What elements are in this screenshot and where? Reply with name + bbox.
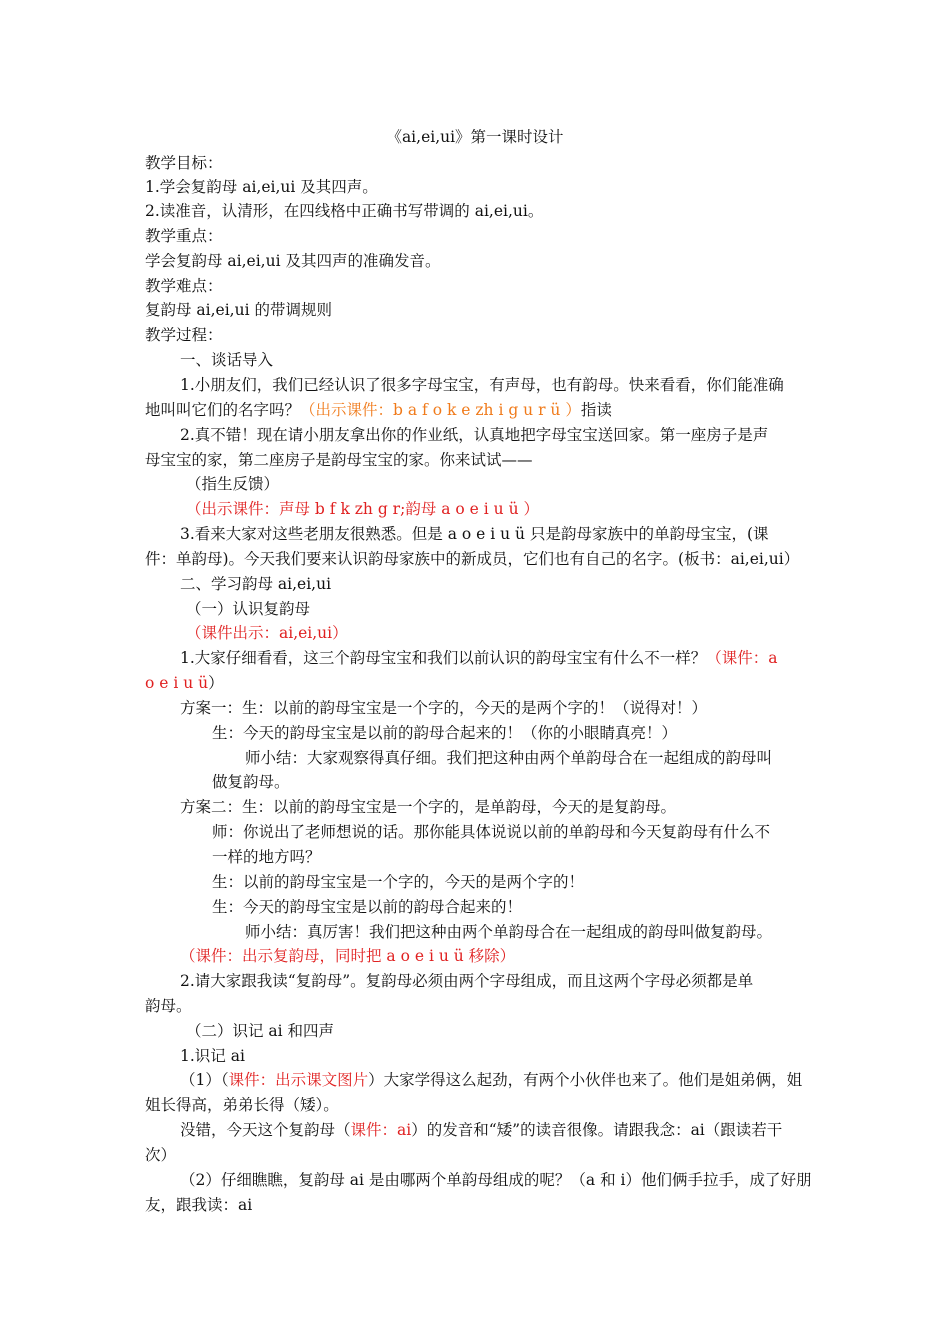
paragraph-line — [180, 648, 778, 668]
dialogue-line: 一样的地方吗？ — [212, 848, 321, 866]
paragraph-line — [180, 1070, 802, 1090]
courseware-note: 课件：出示课文图片 — [228, 1071, 369, 1089]
paragraph-line: 1.识记 ai — [180, 1047, 245, 1065]
dialogue-line: 方案一：生：以前的韵母宝宝是一个字的，今天的是两个字的！（说得对！） — [180, 699, 708, 717]
courseware-note: （课件：a — [706, 649, 778, 667]
paragraph-line: 1.小朋友们，我们已经认识了很多字母宝宝，有声母，也有韵母。快来看看，你们能准确 — [180, 376, 784, 394]
difficulty-text: 复韵母 ai,ei,ui 的带调规则 — [145, 301, 332, 319]
paragraph-line: 姐长得高，弟弟长得（矮）。 — [145, 1096, 339, 1114]
paragraph-line: 韵母。 — [145, 997, 192, 1015]
section-heading-goals: 教学目标： — [145, 154, 223, 172]
courseware-note: o e i u ü — [145, 674, 209, 692]
dialogue-line: 生：今天的韵母宝宝是以前的韵母合起来的！ — [212, 898, 523, 916]
paragraph-line — [145, 400, 612, 420]
part-two-heading: 二、学习韵母 ai,ei,ui — [180, 575, 332, 593]
courseware-note: （课件出示：ai,ei,ui） — [186, 624, 348, 642]
paragraph-line: 母宝宝的家，第二座房子是韵母宝宝的家。你来试试—— — [145, 451, 533, 469]
subsection-heading: （二）识记 ai 和四声 — [186, 1022, 335, 1040]
goal-item-1: 1.学会复韵母 ai,ei,ui 及其四声。 — [145, 178, 378, 196]
dialogue-line: 师：你说出了老师想说的话。那你能具体说说以前的单韵母和今天复韵母有什么不 — [212, 823, 771, 841]
section-heading-process: 教学过程： — [145, 326, 223, 344]
paragraph-text: ）大家学得这么起劲，有两个小伙伴也来了。他们是姐弟俩，姐 — [368, 1071, 803, 1089]
paragraph-text: ） — [208, 674, 224, 692]
paragraph-line: 友，跟我读：ai — [145, 1196, 253, 1214]
paragraph-text: 指读 — [580, 401, 612, 419]
goal-item-2: 2.读准音，认清形，在四线格中正确书写带调的 ai,ei,ui。 — [145, 202, 544, 220]
paragraph-line: 3.看来大家对这些老朋友很熟悉。但是 a o e i u ü 只是韵母家族中的单韵母宝宝，(课 — [180, 525, 769, 543]
paragraph-line: 2.请大家跟我读“复韵母”。复韵母必须由两个字母组成，而且这两个字母必须都是单 — [180, 972, 754, 990]
paragraph-text: 没错，今天这个复韵母（ — [180, 1121, 351, 1139]
paragraph-text: 地叫叫它们的名字吗？ — [145, 401, 301, 419]
dialogue-line: 生：以前的韵母宝宝是一个字的，今天的是两个字的！ — [212, 873, 585, 891]
paragraph-line: （指生反馈） — [186, 475, 280, 493]
paragraph-text: （1）（ — [180, 1071, 229, 1089]
dialogue-line: 做复韵母。 — [212, 773, 290, 791]
dialogue-line: 师小结：大家观察得真仔细。我们把这种由两个单韵母合在一起组成的韵母叫 — [245, 749, 773, 767]
paragraph-line — [180, 1120, 782, 1140]
document-title: 《ai,ei,ui》第一课时设计 — [386, 128, 564, 146]
paragraph-text: 1.大家仔细看看，这三个韵母宝宝和我们以前认识的韵母宝宝有什么不一样？ — [180, 649, 707, 667]
paragraph-line: 件：单韵母)。今天我们要来认识韵母家族中的新成员，它们也有自己的名字。(板书：ai,ei,ui） — [145, 550, 800, 568]
courseware-note: （出示课件：b a f o k e zh i g u r ü ） — [300, 401, 581, 419]
key-point-text: 学会复韵母 ai,ei,ui 及其四声的准确发音。 — [145, 252, 441, 270]
section-heading-difficulties: 教学难点： — [145, 277, 223, 295]
dialogue-line: 方案二：生：以前的韵母宝宝是一个字的，是单韵母，今天的是复韵母。 — [180, 798, 677, 816]
dialogue-line: 生：今天的韵母宝宝是以前的韵母合起来的！（你的小眼睛真亮！） — [212, 724, 678, 742]
paragraph-line: 2.真不错！现在请小朋友拿出你的作业纸，认真地把字母宝宝送回家。第一座房子是声 — [180, 426, 769, 444]
section-heading-key-points: 教学重点： — [145, 227, 223, 245]
subsection-heading: （一）认识复韵母 — [186, 600, 311, 618]
paragraph-text: ）的发音和“矮”的读音很像。请跟我念：ai（跟读若干 — [411, 1121, 783, 1139]
courseware-note: （课件：出示复韵母，同时把 a o e i u ü 移除） — [180, 947, 516, 965]
paragraph-line — [145, 673, 224, 693]
part-one-heading: 一、谈话导入 — [180, 351, 274, 369]
courseware-note: 课件：ai — [350, 1121, 412, 1139]
paragraph-line: 次） — [145, 1146, 177, 1164]
dialogue-line: 师小结：真厉害！我们把这种由两个单韵母合在一起组成的韵母叫做复韵母。 — [245, 923, 773, 941]
paragraph-line: （2）仔细瞧瞧，复韵母 ai 是由哪两个单韵母组成的呢？（a 和 i）他们俩手拉手，成了好朋 — [180, 1171, 812, 1189]
courseware-note: （出示课件：声母 b f k zh g r;韵母 a o e i u ü ） — [186, 500, 539, 518]
